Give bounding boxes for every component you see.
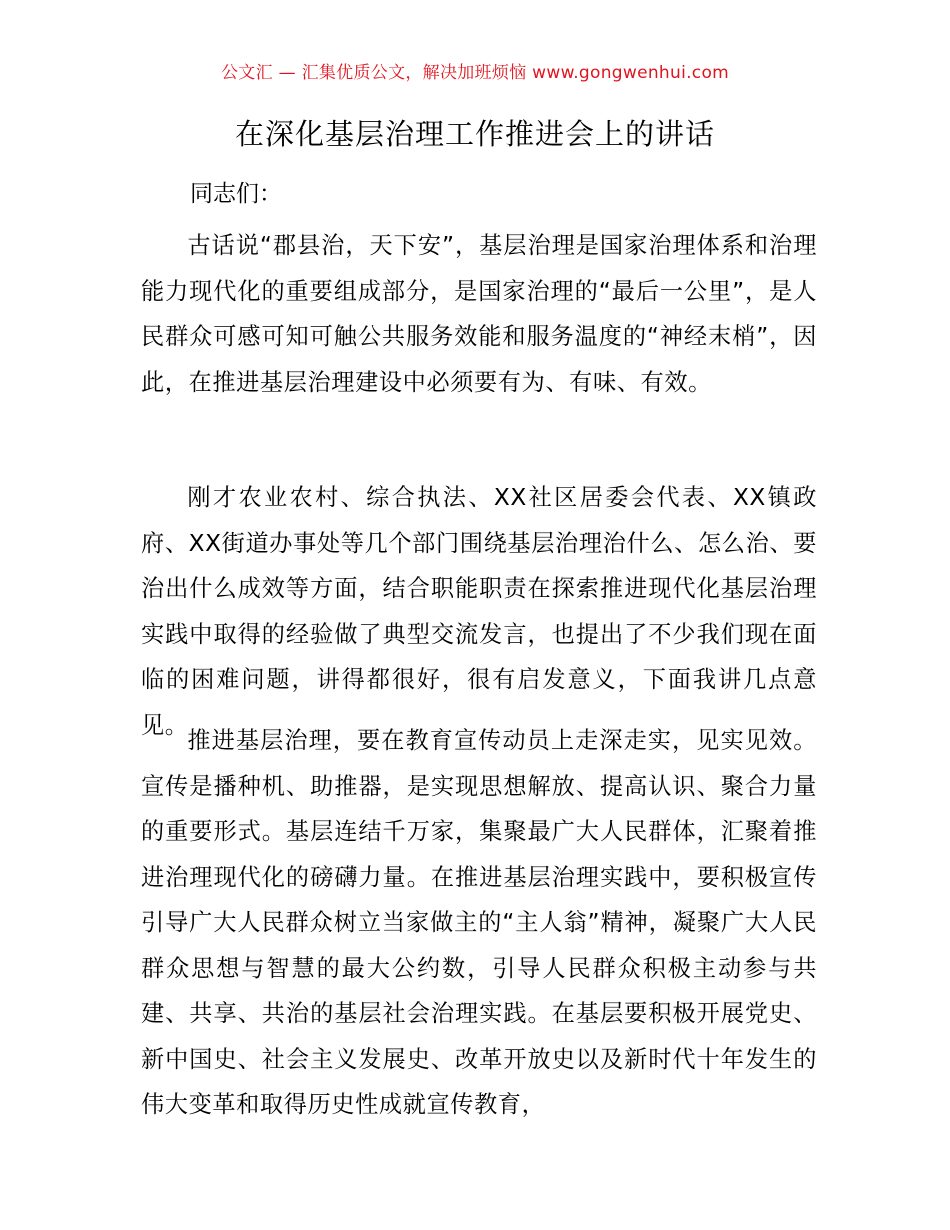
paragraph: 推进基层治理，要在教育宣传动员上走深走实，见实见效。宣传是播种机、助推器，是实现思想解放、提高认识、聚合力量的重要形式。基层连结千万家，集聚最广大人民群体，汇聚着推进治理现代化的磅礴力量。在推进基层治理实践中，要积极宣传引导广大人民群众树立当家做主的“主人翁”精神，凝聚广大人民群众思想与智慧的最大公约数，引导人民群众积极主动参与共建、共享、共治的基层社会治理实践。在基层要积极开展党史、新中国史、社会主义发展史、改革开放史以及新时代十年发生的伟大变革和取得历史性成就宣传教育， xyxy=(141,727,817,1118)
paragraph: 刚才农业农村、综合执法、XX社区居委会代表、XX镇政府、XX街道办事处等几个部门围绕基层治理治什么、怎么治、要治出什么成效等方面，结合职能职责在探索推进现代化基层治理实践中取得的经验做了典型交流发言，也提出了不少我们现在面临的困难问题，讲得都很好，很有启发意义，下面我讲几点意见。 xyxy=(141,484,817,739)
header-watermark: 公文汇 — 汇集优质公文，解决加班烦恼 www.gongwenhui.com xyxy=(220,63,730,83)
document-title: 在深化基层治理工作推进会上的讲话 xyxy=(234,117,715,151)
greeting: 同志们： xyxy=(190,181,282,207)
paragraph: 古话说“郡县治，天下安”，基层治理是国家治理体系和治理能力现代化的重要组成部分，是国家治理的“最后一公里”，是人民群众可感可知可触公共服务效能和服务温度的“神经末梢”，因此，在推进基层治理建设中必须要有为、有味、有效。 xyxy=(141,232,817,396)
